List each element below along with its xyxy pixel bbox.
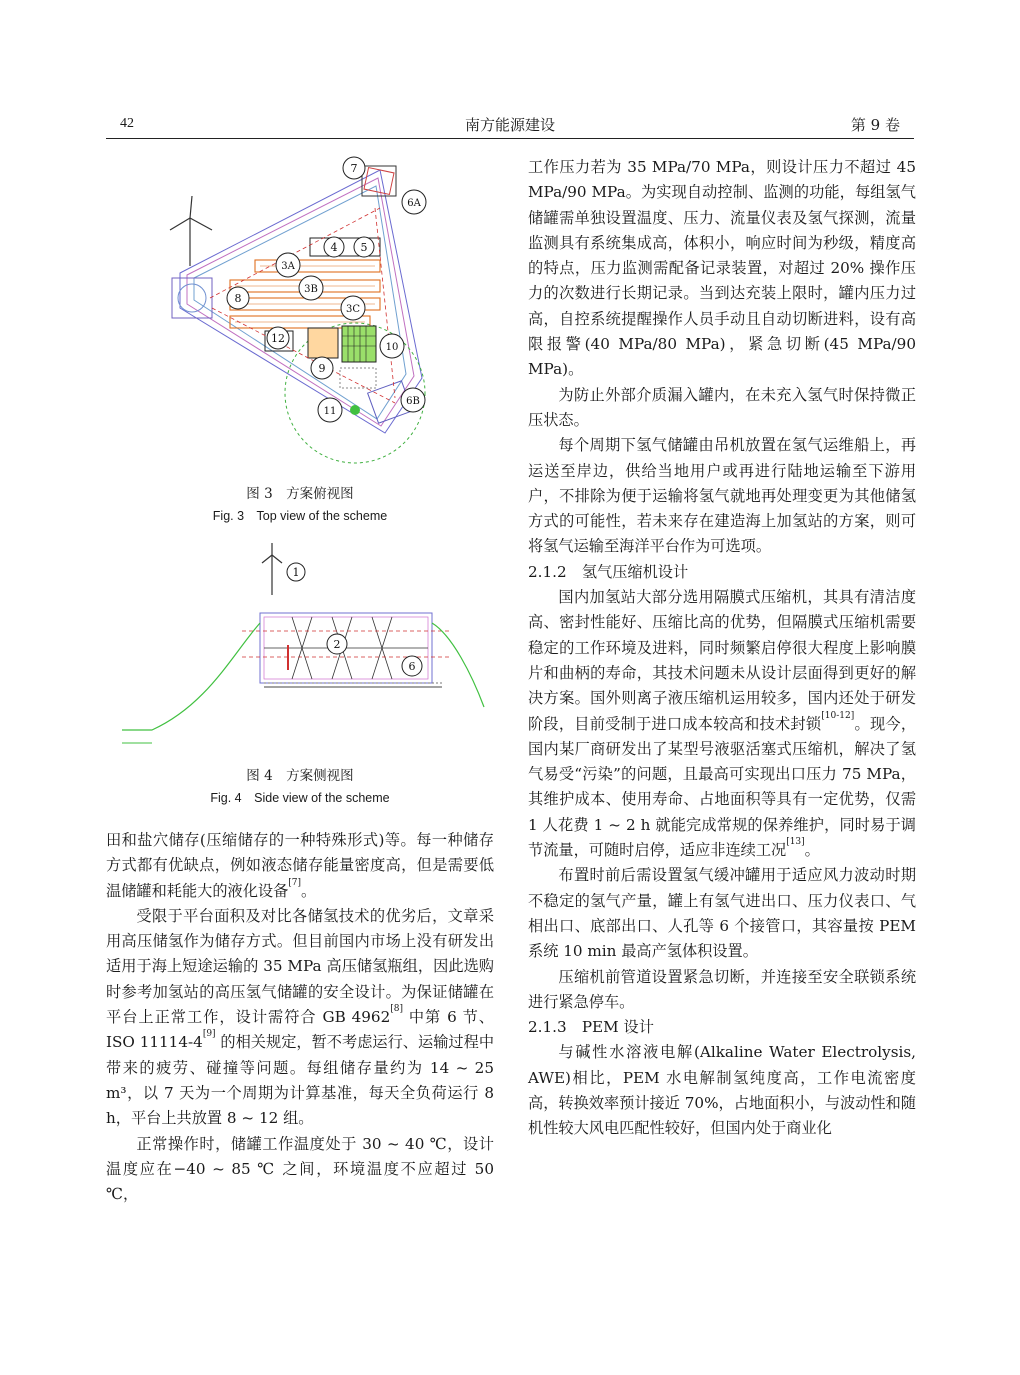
svg-text:9: 9 <box>318 362 326 375</box>
paragraph: 田和盐穴储存(压缩储存的一种特殊形式)等。每一种储存方式都有优缺点，例如液态储存能量密度高，但是需要低温储罐和耗能大的液化设备[7]。 <box>106 831 494 900</box>
citation[interactable]: [13] <box>786 837 805 848</box>
paragraph: 为防止外部介质漏入罐内，在未充入氢气时保持微正压状态。 <box>528 385 916 429</box>
paragraph: 国内加氢站大部分选用隔膜式压缩机，其具有清洁度高、密封性能好、压缩比高的优势，但隔膜式压缩机需要稳定的工作环境及进料，同时频繁启停很大程度上影响膜片和曲柄的寿命，其技术问题未从设计层面得到更好的解决方案。国外则离子液压缩机运用较多，国内还处于研发阶段，目前受制于进口成本较高和技术封锁[10-12]。现今，国内某厂商研发出了某型号液驱活塞式压缩机，解决了氢气易受“污染”的问题，且最高可实现出口压力 75 MPa，其维护成本、使用寿命、占地面积等具有一定优势，仅需 1 人花费 1 ~ 2 h 就能完成常规的保养维护，同时易于调节流量，可随时启停，适应非连续工况[13]。 <box>528 588 917 860</box>
svg-text:6B: 6B <box>406 396 420 407</box>
svg-text:1: 1 <box>292 566 300 579</box>
svg-text:6: 6 <box>408 660 416 673</box>
paragraph: 布置时前后需设置氢气缓冲罐用于适应风力波动时期不稳定的氢气产量，罐上有氢气进出口、压力仪表口、气相出口、底部出口、人孔等 6 个接管口，其容量按 PEM 系统 10 min 最高产氢体积设置。 <box>528 866 916 961</box>
paragraph: 受限于平台面积及对比各储氢技术的优劣后，文章采用高压储氢作为储存方式。但目前国内市场上没有研发出适用于海上短途运输的 35 MPa 高压储氢瓶组，因此选购时参考加氢站的高压氢气储罐的安全设计。为保证储罐在平台上正常工作，设计需符合 GB 4962[8] 中第 6 节、ISO 11114-4[9] 的相关规定，暂不考虑运行、运输过程中带来的疲劳、碰撞等问题。每组储存量约为 14 ~ 25 m³，以 7 天为一个周期为计算基准，每天全负荷运行 8 h，平台上共放置 8 ~ 12 组。 <box>106 906 495 1128</box>
svg-text:8: 8 <box>234 292 242 305</box>
section-heading: 2.1.2 氢气压缩机设计 <box>528 562 689 581</box>
paragraph: 正常操作时，储罐工作温度处于 30 ~ 40 ℃，设计温度应在−40 ~ 85 ℃ 之间，环境温度不应超过 50 ℃， <box>106 1134 494 1204</box>
svg-text:12: 12 <box>271 332 285 345</box>
svg-text:10: 10 <box>385 342 399 353</box>
label-7 <box>343 157 365 179</box>
figure-3-caption-en: Fig. 3 Top view of the scheme <box>212 509 388 523</box>
figure-3-top-view <box>150 148 450 468</box>
svg-text:3B: 3B <box>304 284 318 295</box>
svg-text:3A: 3A <box>281 261 295 272</box>
svg-text:3C: 3C <box>345 304 361 315</box>
citation[interactable]: [10-12] <box>821 710 855 721</box>
svg-text:4: 4 <box>330 241 338 254</box>
svg-text:5: 5 <box>360 241 368 254</box>
svg-text:6A: 6A <box>407 198 421 209</box>
paragraph: 每个周期下氢气储罐由吊机放置在氢气运维船上，再运送至岸边，供给当地用户或再进行陆地运输至下游用户，不排除为便于运输将氢气就地再处理变更为其他储氢方式的可能性，若未来存在建造海上加氢站的方案，则可将氢气运输至海洋平台作为可选项。 <box>528 436 916 556</box>
figure-3-caption-cn: 图 3 方案俯视图 <box>246 486 354 502</box>
citation[interactable]: [7] <box>288 877 301 888</box>
citation[interactable]: [9] <box>202 1029 216 1040</box>
volume-label: 第 9 卷 <box>850 116 900 134</box>
svg-text:2: 2 <box>333 638 341 651</box>
paragraph: 与碱性水溶液电解(Alkaline Water Electrolysis, AWE)相比，PEM 水电解制氢纯度高，工作电流密度高，转换效率预计接近 70%，占地面积小，与波动性和随机性较大风电匹配性较好，但国内处于商业化 <box>528 1043 916 1138</box>
paragraph: 工作压力若为 35 MPa/70 MPa，则设计压力不超过 45 MPa/90 MPa。为实现自动控制、监测的功能，每组氢气储罐需单独设置温度、压力、流量仪表及氢气探测，流量监测具有系统集成高，体积小，响应时间为秒级，精度高的特点，压力监测需配备记录装置，对超过 20% 操作压力的次数进行长期记录。当到达充装上限时，罐内压力过高，自控系统提醒操作人员手动且自动切断进料，设有高限报警(40 MPa/80 MPa)，紧急切断(45 MPa/90 MPa)。 <box>528 158 916 379</box>
figure-4-side-view <box>112 535 492 757</box>
running-header <box>106 112 914 139</box>
label-text: 7 <box>350 162 358 175</box>
page-number: 42 <box>120 116 134 131</box>
right-column <box>528 155 916 1142</box>
svg-text:11: 11 <box>323 406 337 417</box>
journal-title: 南方能源建设 <box>464 116 555 134</box>
section-heading: 2.1.3 PEM 设计 <box>528 1018 654 1037</box>
left-column <box>106 828 494 1207</box>
citation[interactable]: [8] <box>390 1004 403 1015</box>
figure-4-caption-cn: 图 4 方案侧视图 <box>246 768 354 784</box>
paragraph: 压缩机前管道设置紧急切断，并连接至安全联锁系统进行紧急停车。 <box>528 967 916 1011</box>
figure-4-caption-en: Fig. 4 Side view of the scheme <box>210 791 390 805</box>
